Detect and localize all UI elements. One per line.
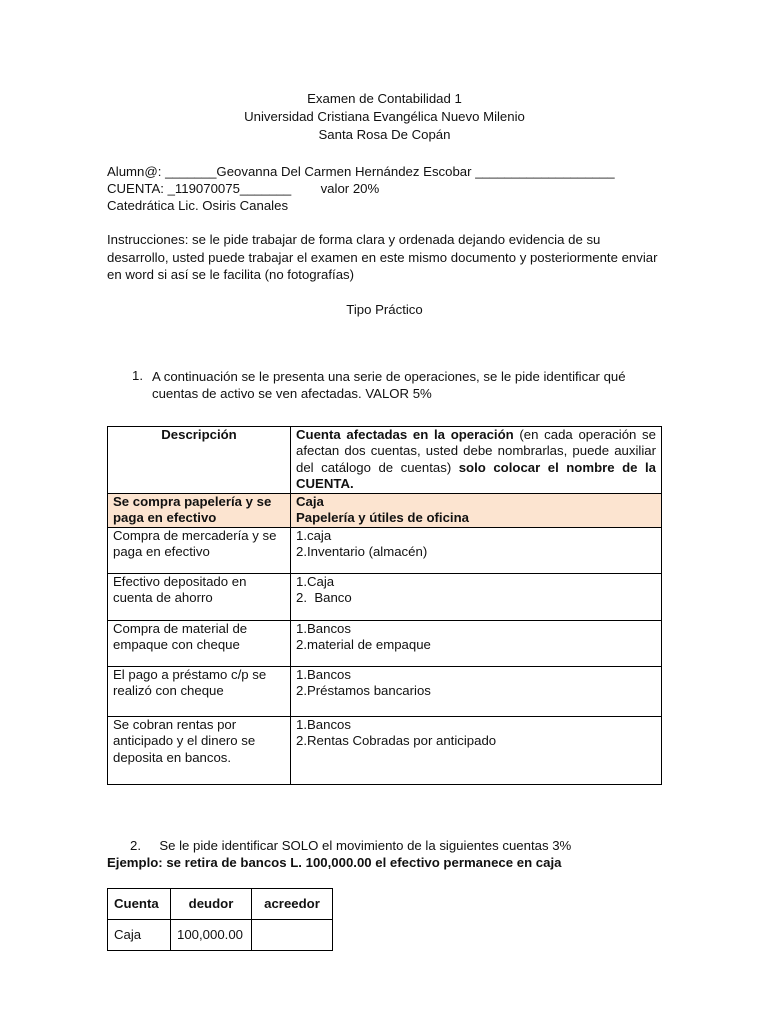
row-account-2: 2.Inventario (almacén) (296, 544, 428, 559)
row-description: Compra de mercadería y se paga en efectivo (108, 527, 291, 573)
example-account-1: Caja (296, 493, 324, 509)
accounts-table (107, 426, 662, 785)
header-cuenta: Cuenta (108, 888, 171, 919)
example-row (108, 493, 662, 527)
row-accounts (291, 620, 662, 666)
row-accounts (291, 666, 662, 716)
row-account-2: 2.material de empaque (296, 637, 431, 652)
row-account-1: 1.Bancos (296, 620, 351, 636)
row-account-1: 1.Caja (296, 573, 335, 589)
row-account-1: 1.Bancos (296, 716, 351, 732)
table-row (108, 527, 662, 573)
header-acreedor: acreedor (252, 888, 333, 919)
example-accounts (291, 493, 662, 527)
question-2-text: 2. Se le pide identificar SOLO el movimiento de la siguientes cuentas 3% (130, 837, 572, 853)
university-name: Universidad Cristiana Evangélica Nuevo Milenio (244, 109, 525, 124)
movement-header-row (108, 888, 333, 919)
row-account-2: 2.Préstamos bancarios (296, 683, 431, 698)
table-row (108, 573, 662, 620)
row-account-2: 2. Banco (296, 590, 352, 605)
account-line: CUENTA: _119070075_______ valor 20% (107, 181, 380, 196)
cell-deudor: 100,000.00 (171, 919, 252, 950)
question-1-number: 1. (132, 367, 143, 383)
row-description: Efectivo depositado en cuenta de ahorro (108, 573, 291, 620)
row-accounts (291, 573, 662, 620)
city-name: Santa Rosa De Copán (318, 127, 451, 142)
table-row (108, 620, 662, 666)
row-account-1: 1.Bancos (296, 666, 351, 682)
row-account-2: 2.Rentas Cobradas por anticipado (296, 733, 497, 748)
table-header-row (108, 426, 662, 493)
row-description: El pago a préstamo c/p se realizó con cheque (108, 666, 291, 716)
movement-table (107, 888, 333, 951)
header-accounts (291, 426, 662, 493)
row-account-1: 1.caja (296, 527, 332, 543)
header-accounts-bold: Cuenta afectadas en la operación (296, 426, 514, 442)
table-row (108, 666, 662, 716)
example-account-2: Papelería y útiles de oficina (296, 510, 469, 525)
example-description: Se compra papelería y se paga en efectivo (108, 493, 291, 527)
student-info (107, 163, 662, 214)
question-2-example: Ejemplo: se retira de bancos L. 100,000.00 el efectivo permanece en caja (107, 854, 562, 870)
cell-acreedor (252, 919, 333, 950)
exam-title: Examen de Contabilidad 1 (307, 91, 462, 106)
student-name-line: Alumn@: _______Geovanna Del Carmen Hernández Escobar ___________________ (107, 164, 615, 179)
row-description: Se cobran rentas por anticipado y el dinero se deposita en bancos. (108, 716, 291, 784)
table-row (108, 716, 662, 784)
header-accounts-bold2: solo colocar el nombre de la CUENTA. (296, 459, 656, 491)
cell-cuenta: Caja (108, 919, 171, 950)
row-description: Compra de material de empaque con cheque (108, 620, 291, 666)
header-description: Descripción (108, 426, 291, 493)
instructions-paragraph: Instrucciones: se le pide trabajar de forma clara y ordenada dejando evidencia de su desarrollo, usted puede trabajar el examen en este mismo documento y posteriormente enviar en word si así se le facilita (no fotografías) (107, 232, 658, 282)
header-deudor: deudor (171, 888, 252, 919)
question-1 (107, 368, 662, 403)
teacher-line: Catedrática Lic. Osiris Canales (107, 198, 289, 213)
header-accounts-normal: (en cada operación se afectan dos cuentas, usted debe nombrarlas, puede auxiliar del catálogo de cuentas) (296, 426, 656, 475)
question-2 (107, 837, 662, 871)
row-accounts (291, 716, 662, 784)
question-1-text: A continuación se le presenta una serie de operaciones, se le pide identificar qué cuentas de activo se ven afectadas. VALOR 5% (152, 368, 626, 401)
document-page (107, 90, 662, 951)
table-row (108, 919, 333, 950)
row-accounts (291, 527, 662, 573)
document-header (107, 90, 662, 144)
exam-type: Tipo Práctico (346, 301, 423, 317)
